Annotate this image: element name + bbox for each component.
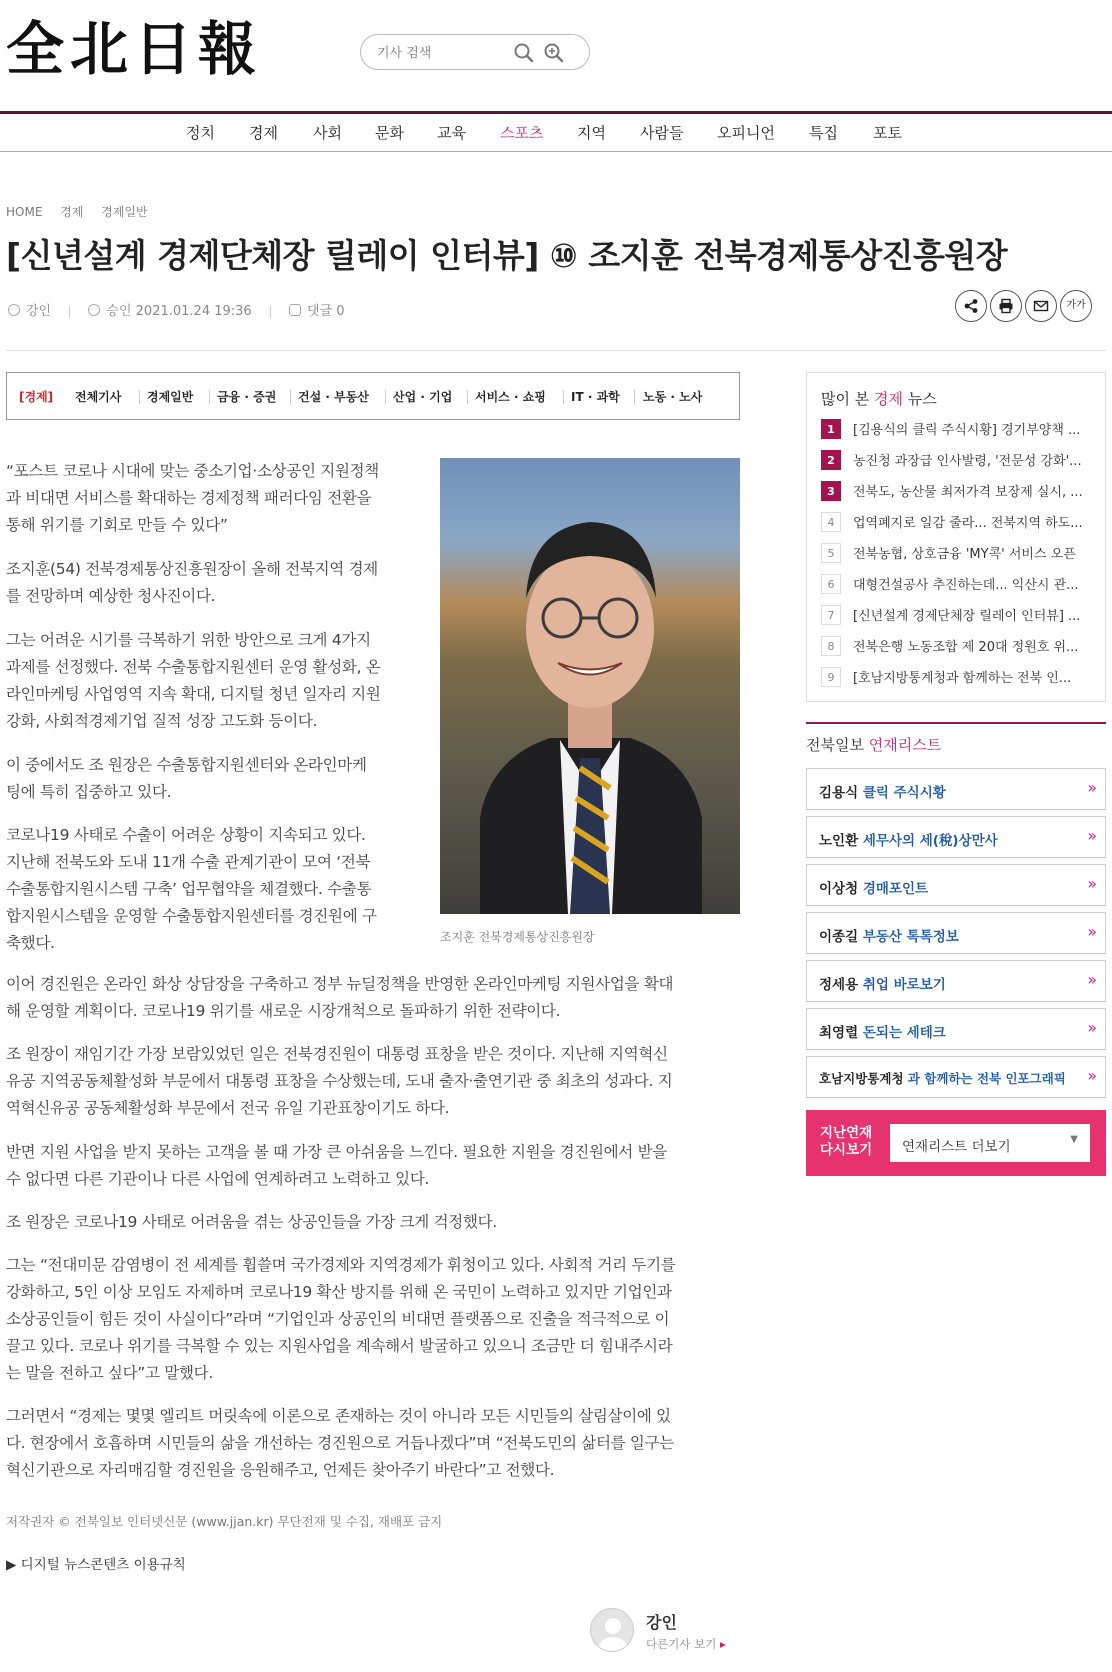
article-photo[interactable] [440, 458, 740, 914]
author-more-link[interactable]: 다른기사 보기 ▸ [646, 1637, 726, 1651]
article-paragraph: 그러면서 “경제는 몇몇 엘리트 머릿속에 이론으로 존재하는 것이 아니라 모든 시민들의 살림살이에 있 다. 현장에서 호흡하며 시민들의 삶을 개선하는 경진원으로 거듭나겠다”며 “전북도민의 삶터를 일구는 혁신기관으로 자리매김할 경진원을 응원해주고, 언제든 찾아주기 바란다”고 전했다. [6, 1407, 674, 1479]
double-chevron-icon: » [1087, 970, 1097, 989]
article-author: 강인 [26, 304, 52, 319]
series-select[interactable]: 연재리스트 더보기 ▼ [890, 1124, 1090, 1162]
article-paragraph: 조 원장은 코로나19 사태로 어려움을 겪는 상공인들을 가장 크게 걱정했다. [6, 1213, 497, 1231]
nav-item-education[interactable]: 교육 [437, 124, 466, 142]
nav-item-politics[interactable]: 정치 [186, 124, 215, 142]
user-icon [8, 304, 20, 316]
article-paragraph: 코로나19 사태로 수출이 어려운 상황이 지속되고 있다. 지난해 전북도와 도내 11개 수출 관계기관이 모여 ‘전북 수출통합지원시스템 구축’ 업무협약을 체결했다. 수출통 합지원시스템을 운영할 수출통합지원센터를 경진원에 구 축했다. [6, 826, 377, 952]
series-item[interactable]: 이종길 부동산 톡톡정보 » [806, 912, 1106, 954]
list-item[interactable]: 1 [김용식의 클릭 주식시황] 경기부양책 ... [821, 417, 1097, 441]
email-button[interactable] [1025, 290, 1057, 322]
article-approved-time: 승인 2021.01.24 19:36 [106, 304, 252, 319]
list-item[interactable]: 3 전북도, 농산물 최저가격 보장제 실시, ... [821, 479, 1097, 503]
print-button[interactable] [990, 290, 1022, 322]
nav-item-people[interactable]: 사람들 [640, 124, 684, 142]
double-chevron-icon: » [1087, 1066, 1097, 1085]
site-logo[interactable]: 全北日報 [6, 15, 263, 83]
nav-item-special[interactable]: 특집 [809, 124, 838, 142]
category-label: [경제] [19, 390, 54, 404]
article-paragraph: 조지훈(54) 전북경제통상진흥원장이 올해 전북지역 경제 를 전망하며 예상한 청사진이다. [6, 560, 378, 605]
nav-item-photo[interactable]: 포토 [873, 124, 902, 142]
category-construction[interactable]: 건설 · 부동산 [298, 390, 369, 404]
category-bar [6, 372, 740, 420]
list-item[interactable]: 9 [호남지방통계청과 함께하는 전북 인... [821, 665, 1097, 689]
series-divider [806, 722, 1106, 724]
list-item[interactable]: 8 전북은행 노동조합 제 20대 정원호 위... [821, 634, 1097, 658]
series-item[interactable]: 정세용 취업 바로보기 » [806, 960, 1106, 1002]
share-icon [963, 298, 979, 314]
category-general[interactable]: 경제일반 [147, 390, 194, 404]
list-item[interactable]: 2 농진청 과장급 인사발령, '전문성 강화'... [821, 448, 1097, 472]
article-title: [신년설계 경제단체장 릴레이 인터뷰] ⑩ 조지훈 전북경제통상진흥원장 [6, 236, 1008, 275]
article-comments[interactable]: 댓글 0 [306, 304, 345, 319]
series-item[interactable]: 김용식 클릭 주식시황 » [806, 768, 1106, 810]
comment-icon [289, 304, 301, 316]
nav-item-sports[interactable]: 스포츠 [500, 124, 544, 142]
article-paragraph: 그는 “전대미문 감염병이 전 세계를 휩쓸며 국가경제와 지역경제가 휘청이고 있다. 사회적 거리 두기를 강화하고, 5인 이상 모임도 자제하며 코로나19 확산 방지를 위해 온 국민이 노력하고 있지만 기업인과 소상공인들이 힘든 것이 사실이다”라며 “기업인과 상공인의 비대면 플랫폼으로 진출을 적극적으로 이 끌고 있다. 코로나 위기를 극복할 수 있는 지원사업을 계속해서 발굴하고 있으니 조금만 더 힘내주시라 는 말을 전하고 싶다”고 말했다. [6, 1256, 676, 1382]
portrait-image [440, 458, 740, 914]
copyright-notice: 저작권자 © 전북일보 인터넷신문 (www.jjan.kr) 무단전재 및 수집, 재배포 금지 [6, 1514, 443, 1529]
nav-item-culture[interactable]: 문화 [375, 124, 404, 142]
category-service[interactable]: 서비스 · 쇼핑 [475, 390, 546, 404]
clock-icon [88, 304, 100, 316]
avatar[interactable] [590, 1608, 634, 1652]
detail-search-icon[interactable] [543, 42, 565, 64]
share-button[interactable] [955, 290, 987, 322]
list-item[interactable]: 4 업역폐지로 일감 줄라... 전북지역 하도... [821, 510, 1097, 534]
nav-item-region[interactable]: 지역 [577, 124, 606, 142]
category-all[interactable]: 전체기사 [75, 390, 122, 404]
breadcrumb-section[interactable]: 경제 [60, 205, 84, 219]
double-chevron-icon: » [1087, 922, 1097, 941]
article-paragraph: 조 원장이 재임기간 가장 보람있었던 일은 전북경진원이 대통령 표창을 받은 것이다. 지난해 지역혁신 유공 지역공동체활성화 부문에서 대통령 표창을 수상했는데, 도내 출자·출연기관 중 최초의 성과다. 지 역혁신유공 공동체활성화 부문에서 전국 유일 기관표창이기도 하다. [6, 1045, 673, 1117]
article-paragraph: 그는 어려운 시기를 극복하기 위한 방안으로 크게 4가지 과제를 선정했다. 전북 수출통합지원센터 운영 활성화, 온 라인마케팅 사업영역 지속 확대, 디지털 청년 일자리 지원 강화, 사회적경제기업 질적 성장 고도화 등이다. [6, 631, 381, 730]
nav-divider [0, 151, 1112, 152]
photo-caption: 조지훈 전북경제통상진흥원장 [440, 930, 595, 944]
category-it[interactable]: IT · 과학 [571, 390, 620, 404]
category-finance[interactable]: 금융 · 증권 [217, 390, 277, 404]
double-chevron-icon: » [1087, 778, 1097, 797]
series-item[interactable]: 최영렬 돈되는 세테크 » [806, 1008, 1106, 1050]
article-meta [8, 300, 345, 319]
font-size-button[interactable]: 가가 [1060, 290, 1092, 322]
breadcrumb-home[interactable]: HOME [6, 205, 43, 219]
mail-icon [1033, 298, 1049, 314]
search-input[interactable] [377, 43, 517, 63]
category-labor[interactable]: 노동 · 노사 [643, 390, 703, 404]
title-divider [6, 350, 1106, 351]
article-paragraph: 이 중에서도 조 원장은 수출통합지원센터와 온라인마케 팅에 특히 집중하고 있다. [6, 756, 367, 801]
past-series-box [806, 1110, 1106, 1176]
series-heading: 전북일보 연재리스트 [806, 736, 942, 754]
double-chevron-icon: » [1087, 826, 1097, 845]
series-item[interactable]: 호남지방통계청 과 함께하는 전북 인포그래픽 » [806, 1056, 1106, 1098]
past-series-label: 지난연재 다시보기 [820, 1125, 873, 1158]
breadcrumb-subsection[interactable]: 경제일반 [101, 205, 148, 219]
series-item[interactable]: 이상청 경매포인트 » [806, 864, 1106, 906]
popular-news-box [806, 372, 1106, 702]
chevron-down-icon: ▼ [1070, 1134, 1078, 1145]
article-paragraph: 반면 지원 사업을 받지 못하는 고객을 볼 때 가장 큰 아쉬움을 느낀다. 필요한 지원을 경진원에서 받을 수 없다면 다른 기관이나 다른 사업에 연계하려고 노력하고 있다. [6, 1143, 667, 1188]
article-paragraph: “포스트 코로나 시대에 맞는 중소기업·소상공인 지원정책 과 비대면 서비스를 확대하는 경제정책 패러다임 전환을 통해 위기를 기회로 만들 수 있다” [6, 462, 379, 534]
digital-rules-link[interactable]: ▶ 디지털 뉴스콘텐츠 이용규칙 [6, 1557, 186, 1573]
search-icon[interactable] [513, 42, 535, 64]
list-item[interactable]: 7 [신년설계 경제단체장 릴레이 인터뷰] ... [821, 603, 1097, 627]
user-avatar-icon [591, 1609, 634, 1652]
double-chevron-icon: » [1087, 1018, 1097, 1037]
article-paragraph: 이어 경진원은 온라인 화상 상담장을 구축하고 정부 뉴딜정책을 반영한 온라인마케팅 지원사업을 확대 해 운영할 계획이다. 코로나19 위기를 새로운 시장개척으로 돌파하기 위한 전략이다. [6, 975, 674, 1020]
main-nav [0, 114, 1112, 152]
popular-news-heading: 많이 본 경제 뉴스 [821, 390, 937, 408]
category-industry[interactable]: 산업 · 기업 [393, 390, 453, 404]
series-item[interactable]: 노인환 세무사의 세(稅)상만사 » [806, 816, 1106, 858]
nav-item-opinion[interactable]: 오피니언 [717, 124, 775, 142]
nav-item-society[interactable]: 사회 [313, 124, 342, 142]
list-item[interactable]: 6 대형건설공사 추진하는데... 익산시 관... [821, 572, 1097, 596]
double-chevron-icon: » [1087, 874, 1097, 893]
search-box [360, 34, 590, 70]
nav-item-economy[interactable]: 경제 [249, 124, 278, 142]
list-item[interactable]: 5 전북농협, 상호금융 'MY콕' 서비스 오픈 [821, 541, 1097, 565]
print-icon [998, 298, 1014, 314]
author-name[interactable]: 강인 [646, 1613, 677, 1632]
breadcrumb [6, 203, 162, 220]
